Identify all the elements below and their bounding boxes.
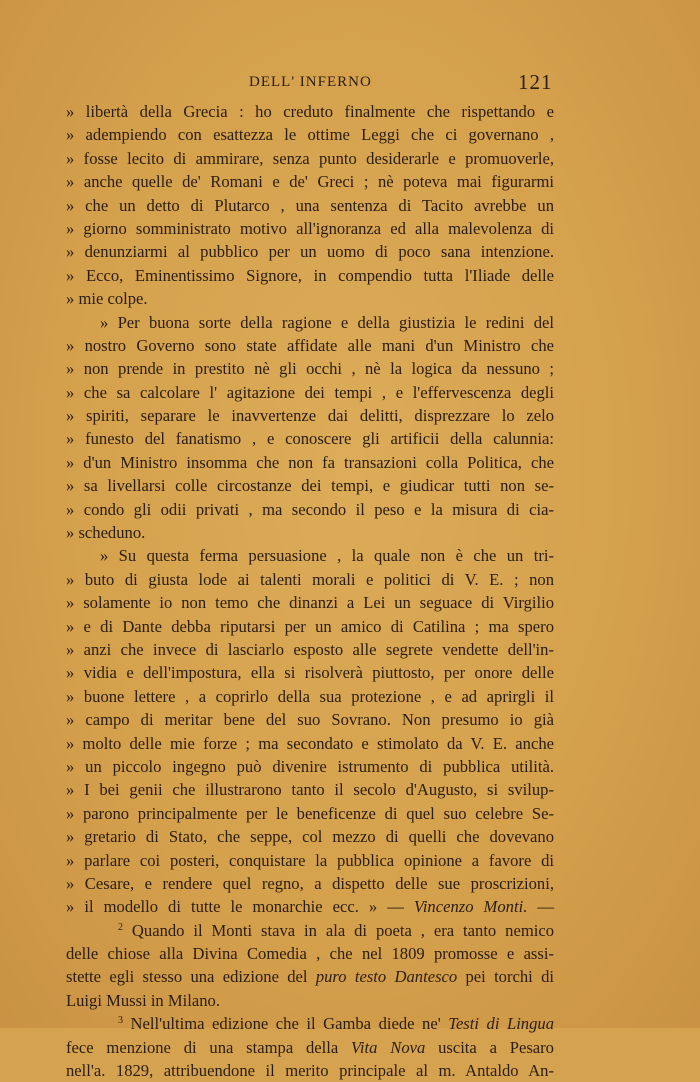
footnote-line: stette egli stesso una edizione del puro testo Dantesco pei torchi di — [66, 967, 554, 987]
text-line: » che un detto di Plutarco , una sentenza di Tacito avrebbe un — [66, 195, 554, 215]
page-number: 121 — [518, 70, 553, 94]
text-line: » solamente io non temo che dinanzi a Lei un seguace di Virgilio — [66, 593, 554, 613]
footnote-line: nell'a. 1829, attribuendone il merito principale al m. Antaldo An- — [66, 1061, 554, 1081]
text-line: » funesto del fanatismo , e conoscere gli artificii della calunnia: — [66, 429, 554, 449]
signature-line: » il modello di tutte le monarchie ecc. » — Vincenzo Monti. — — [66, 897, 554, 917]
text-line: » sa livellarsi colle circostanze dei tempi, e giudicar tutti non se- — [66, 476, 554, 496]
text-line: » buone lettere , a coprirlo della sua protezione , e ad aprirgli il — [66, 686, 554, 706]
text-line: » Ecco, Eminentissimo Signore, in compendio tutta l'Iliade delle — [66, 265, 554, 285]
text-line: » non prende in prestito nè gli occhi , nè la logica da nessuno ; — [66, 359, 554, 379]
text-line: » I bei genii che illustrarono tanto il secolo d'Augusto, si svilup- — [66, 780, 554, 800]
text-line: » condo gli odii privati , ma secondo il peso e la misura di cia- — [66, 499, 554, 519]
letter-text — [66, 100, 554, 895]
footnote-line: delle chiose alla Divina Comedia , che nel 1809 promosse e assi- — [66, 944, 554, 964]
text-line: » scheduno. — [66, 523, 146, 543]
footnote-line: $^3$ Nell'ultima edizione che il Gamba diede ne' Testi di Lingua — [118, 1014, 554, 1034]
footnote-line: $^2$ Quando il Monti stava in ala di poeta , era tanto nemico — [118, 920, 554, 940]
text-line: » parono principalmente per le beneficenze di quel suo celebre Se- — [66, 803, 554, 823]
text-line: » fosse lecito di ammirare, senza punto desiderarle e promuoverle, — [66, 148, 554, 168]
text-line: » nostro Governo sono state affidate alle mani d'un Ministro che — [66, 335, 554, 355]
footnote-marker: 2 — [118, 921, 123, 933]
page-body — [66, 100, 554, 1082]
footnote-line: fece menzione di una stampa della Vita Nova uscita a Pesaro — [66, 1037, 554, 1057]
text-line: » un piccolo ingegno può divenire istrumento di pubblica utilità. — [66, 756, 554, 776]
text-line: » Su questa ferma persuasione , la quale non è che un tri- — [100, 546, 554, 566]
footnote-2 — [66, 919, 554, 1013]
text-line: » molto delle mie forze ; ma secondato e stimolato da V. E. anche — [66, 733, 554, 753]
text-line: » Per buona sorte della ragione e della giustizia le redini del — [100, 312, 554, 332]
text-line: » denunziarmi al pubblico per un uomo di poco sana intenzione. — [66, 242, 554, 262]
text-line: » parlare coi posteri, conquistare la pubblica opinione a favore di — [66, 850, 554, 870]
text-line: » che sa calcolare l' agitazione dei tempi , e l'effervescenza degli — [66, 382, 554, 402]
footnote-marker: 3 — [118, 1015, 123, 1027]
text-line: » libertà della Grecia : ho creduto finalmente che rispettando e — [66, 102, 554, 121]
text-line: » anzi che invece di lasciarlo esposto alle segrete vendette dell'in- — [66, 639, 554, 659]
author-name: Vincenzo Monti. — [413, 897, 528, 917]
text-line: » d'un Ministro insomma che non fa transazioni colla Politica, che — [66, 452, 554, 472]
text-line: » mie colpe. — [66, 289, 148, 309]
text-line: » adempiendo con esattezza le ottime Leggi che ci governano , — [66, 125, 554, 145]
text-line: » gretario di Stato, che seppe, col mezzo di quelli che dovevano — [66, 827, 554, 847]
text-line: » giorno somministrato motivo all'ignoranza ed alla malevolenza di — [66, 218, 554, 238]
footnote-line: Luigi Mussi in Milano. — [66, 990, 220, 1010]
page-header — [0, 70, 700, 96]
footnote-3 — [66, 1012, 554, 1082]
text-line: » buto di giusta lode ai talenti morali e politici di V. E. ; non — [66, 569, 554, 589]
text-line: » vidia e dell'impostura, ella si risolverà piuttosto, per onore delle — [66, 663, 554, 683]
text-line: » Cesare, e rendere quel regno, a dispetto delle sue proscrizioni, — [66, 873, 554, 893]
running-title: DELL' INFERNO — [249, 74, 372, 90]
text-line: » e di Dante debba riputarsi per un amico di Catilina ; ma spero — [66, 616, 554, 636]
text-line: » spiriti, separare le inavvertenze dai delitti, disprezzare lo zelo — [66, 406, 554, 426]
text-line: » campo di meritar bene del suo Sovrano. Non presumo io già — [66, 710, 554, 730]
text-line: » anche quelle de' Romani e de' Greci ; nè poteva mai figurarmi — [66, 172, 554, 192]
